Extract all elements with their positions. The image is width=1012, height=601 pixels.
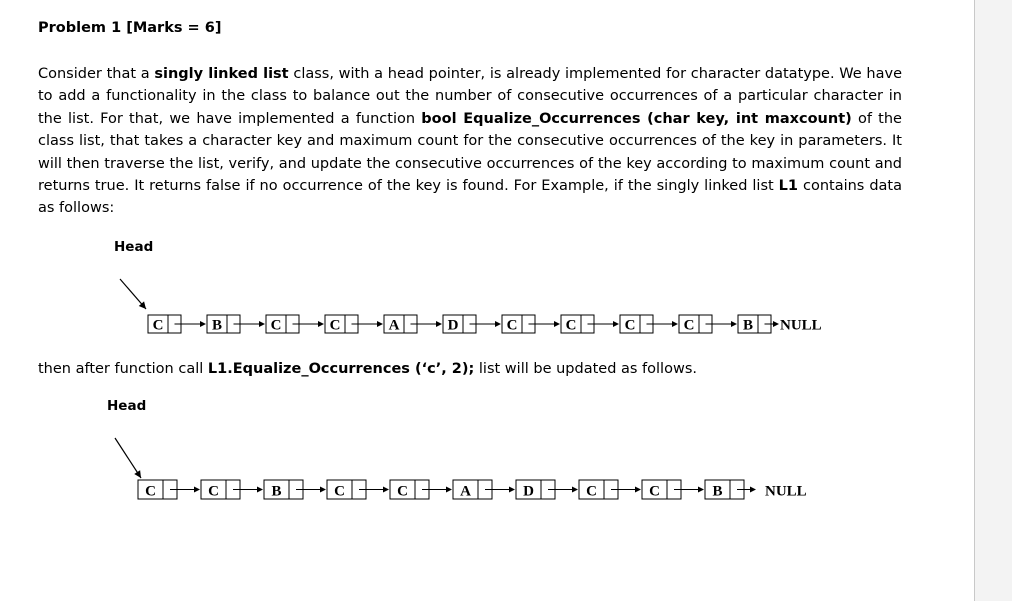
after-pointer-arrowhead <box>750 487 756 493</box>
before-node-letter: C <box>270 317 282 334</box>
after-node-letter: A <box>460 483 471 500</box>
para-bold-l1: L1 <box>778 178 799 195</box>
para-text-4: contains data as follows: <box>38 178 902 217</box>
after-node-letter: C <box>208 483 219 500</box>
before-node-letter: C <box>152 317 164 334</box>
para-text-2: class, with a head pointer, is already implemented for character datatype. We have to add a functionality in the class to balance out the number of consecutive occurrences of a particular character in the list. For that, we have implemented a function <box>38 66 902 127</box>
para-text-3: of the class list, that takes a character key and maximum count for the consecutive occurrences of the key in parameters. It will then traverse the list, verify, and update the consecutive occurrences of the key according to maximum count and returns true. It returns false if no occurrence of the key is found. For Example, if the singly linked list <box>38 110 902 195</box>
after-pointer-arrowhead <box>194 487 200 493</box>
before-node-letter: C <box>624 317 636 334</box>
after-bold-function-call: L1.Equalize_Occurrences (‘c’, 2); <box>207 361 475 377</box>
para-bold-function-signature: bool Equalize_Occurrences (char key, int maxcount) <box>421 110 852 127</box>
before-node-letter: B <box>211 317 223 334</box>
before-node-letter: B <box>742 317 754 334</box>
after-node-letter: D <box>523 483 534 500</box>
after-node-letter: B <box>271 483 282 500</box>
before-node-letter: C <box>506 317 518 334</box>
para-bold-singly-linked-list: singly linked list <box>154 66 289 82</box>
after-null-label: NULL <box>765 483 807 500</box>
head-label-after: Head <box>107 398 147 414</box>
before-null-label: NULL <box>780 317 822 334</box>
before-node-letter: C <box>683 317 695 334</box>
after-pointer-arrowhead <box>320 487 326 493</box>
after-pointer-arrowhead <box>572 487 578 493</box>
para-text-1: Consider that a <box>38 66 155 82</box>
right-scroll-margin <box>974 0 1012 601</box>
head-label-before: Head <box>114 239 154 255</box>
after-pointer-arrowhead <box>635 487 641 493</box>
before-node-letter: C <box>329 317 341 334</box>
after-node-letter: C <box>145 483 156 500</box>
after-node-letter: C <box>649 483 660 500</box>
after-node-letter: B <box>712 483 723 500</box>
after-pointer-arrowhead <box>698 487 704 493</box>
after-text-2: list will be updated as follows. <box>474 361 697 377</box>
after-pointer-arrowhead <box>509 487 515 493</box>
problem-title: Problem 1 [Marks = 6] <box>38 20 222 36</box>
after-node-letter: C <box>397 483 408 500</box>
before-node-letter: A <box>388 317 400 334</box>
after-pointer-arrowhead <box>383 487 389 493</box>
after-pointer-arrowhead <box>446 487 452 493</box>
after-pointer-arrowhead <box>257 487 263 493</box>
after-text-1: then after function call <box>38 361 208 377</box>
after-head-pointer-arrowhead <box>134 470 141 478</box>
before-node-letter: D <box>447 317 459 334</box>
after-head-pointer-line <box>115 438 141 478</box>
before-node-letter: C <box>565 317 577 334</box>
after-node-letter: C <box>586 483 597 500</box>
after-node-letter: C <box>334 483 345 500</box>
